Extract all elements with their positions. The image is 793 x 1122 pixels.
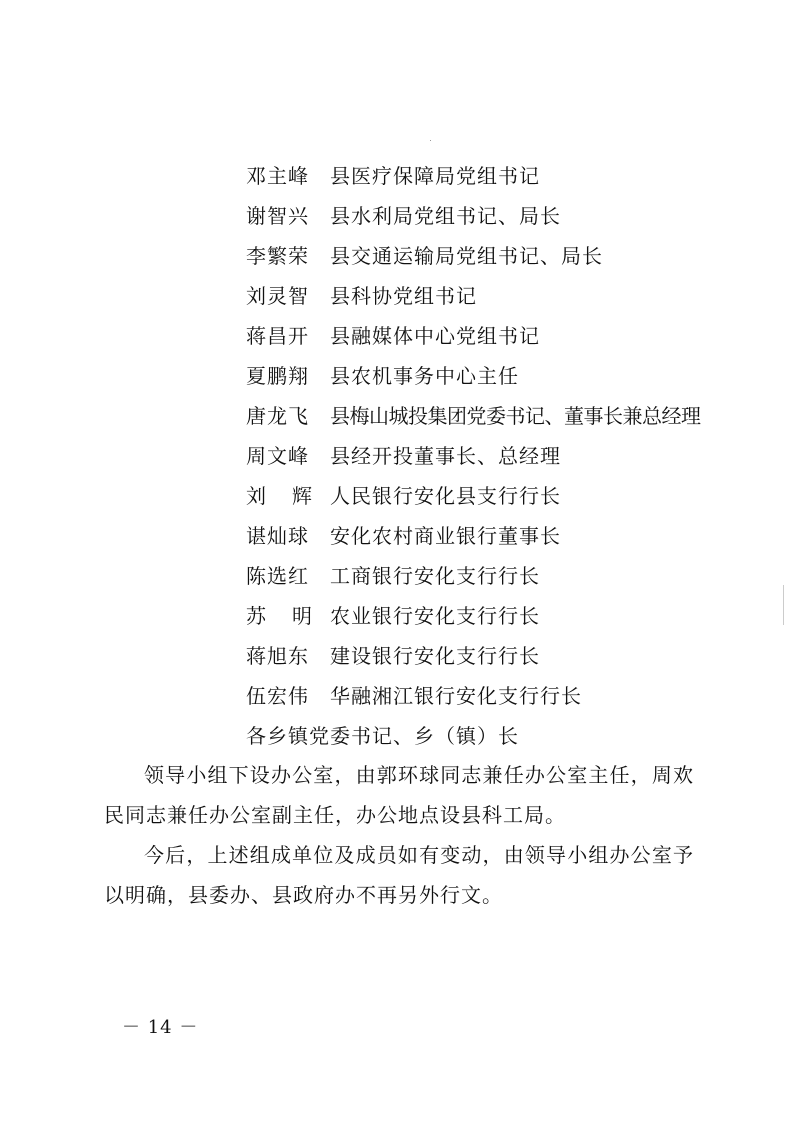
- member-list-last-line: 各乡镇党委书记、乡（镇）长: [246, 724, 519, 748]
- member-row: [246, 436, 766, 476]
- scan-speck: [430, 140, 431, 141]
- change-paragraph: 今后，上述组成单位及成员如有变动，由领导小组办公室予以明确，县委办、县政府办不再另外行文。: [104, 843, 694, 907]
- member-title: 县梅山城投集团党委书记、董事长兼总经理: [330, 404, 701, 428]
- member-row: [246, 196, 766, 236]
- member-row: [246, 636, 766, 676]
- member-title: 县经开投董事长、总经理: [330, 444, 561, 468]
- member-list: [246, 156, 766, 756]
- member-name: 李繁荣: [246, 244, 309, 268]
- member-row: [246, 596, 766, 636]
- member-title: 人民银行安化县支行行长: [330, 484, 561, 508]
- member-name: 邓主峰: [246, 164, 309, 188]
- member-name: 蒋昌开: [246, 324, 309, 348]
- member-name: 夏鹏翔: [246, 364, 309, 388]
- member-row: [246, 516, 766, 556]
- member-title: 县交通运输局党组书记、局长: [330, 244, 603, 268]
- member-row: [246, 276, 766, 316]
- member-title: 农业银行安化支行行长: [330, 604, 540, 628]
- member-row: [246, 236, 766, 276]
- member-title: 县水利局党组书记、局长: [330, 204, 561, 228]
- member-title: 县融媒体中心党组书记: [330, 324, 540, 348]
- member-title: 工商银行安化支行行长: [330, 564, 540, 588]
- member-title: 华融湘江银行安化支行行长: [330, 684, 582, 708]
- member-name: 谌灿球: [246, 524, 309, 548]
- member-name: 谢智兴: [246, 204, 309, 228]
- member-row: [246, 316, 766, 356]
- member-title: 县科协党组书记: [330, 284, 477, 308]
- member-title: 建设银行安化支行行长: [330, 644, 540, 668]
- member-name: [246, 476, 312, 516]
- member-name: 陈选红: [246, 564, 309, 588]
- member-name: 唐龙飞: [246, 404, 309, 428]
- member-name-last-char: 辉: [292, 484, 312, 508]
- member-title: 县医疗保障局党组书记: [330, 164, 540, 188]
- member-row: [246, 156, 766, 196]
- member-row: [246, 356, 766, 396]
- member-row: [246, 556, 766, 596]
- member-name-first-char: 苏: [246, 604, 266, 628]
- member-row: [246, 676, 766, 716]
- member-name: 周文峰: [246, 444, 309, 468]
- page-number: － 14 －: [122, 1017, 199, 1038]
- member-row: [246, 476, 766, 516]
- member-name: [246, 596, 312, 636]
- member-name-last-char: 明: [292, 604, 312, 628]
- member-row: [246, 396, 766, 436]
- member-name: 蒋旭东: [246, 644, 309, 668]
- member-name: 刘灵智: [246, 284, 309, 308]
- member-name-first-char: 刘: [246, 484, 266, 508]
- member-title: 安化农村商业银行董事长: [330, 524, 561, 548]
- member-row: [246, 716, 766, 756]
- member-name: 伍宏伟: [246, 684, 309, 708]
- office-paragraph: 领导小组下设办公室，由郭环球同志兼任办公室主任，周欢民同志兼任办公室副主任，办公地点设县科工局。: [104, 763, 694, 827]
- scan-edge-mark: [783, 585, 784, 625]
- member-title: 县农机事务中心主任: [330, 364, 519, 388]
